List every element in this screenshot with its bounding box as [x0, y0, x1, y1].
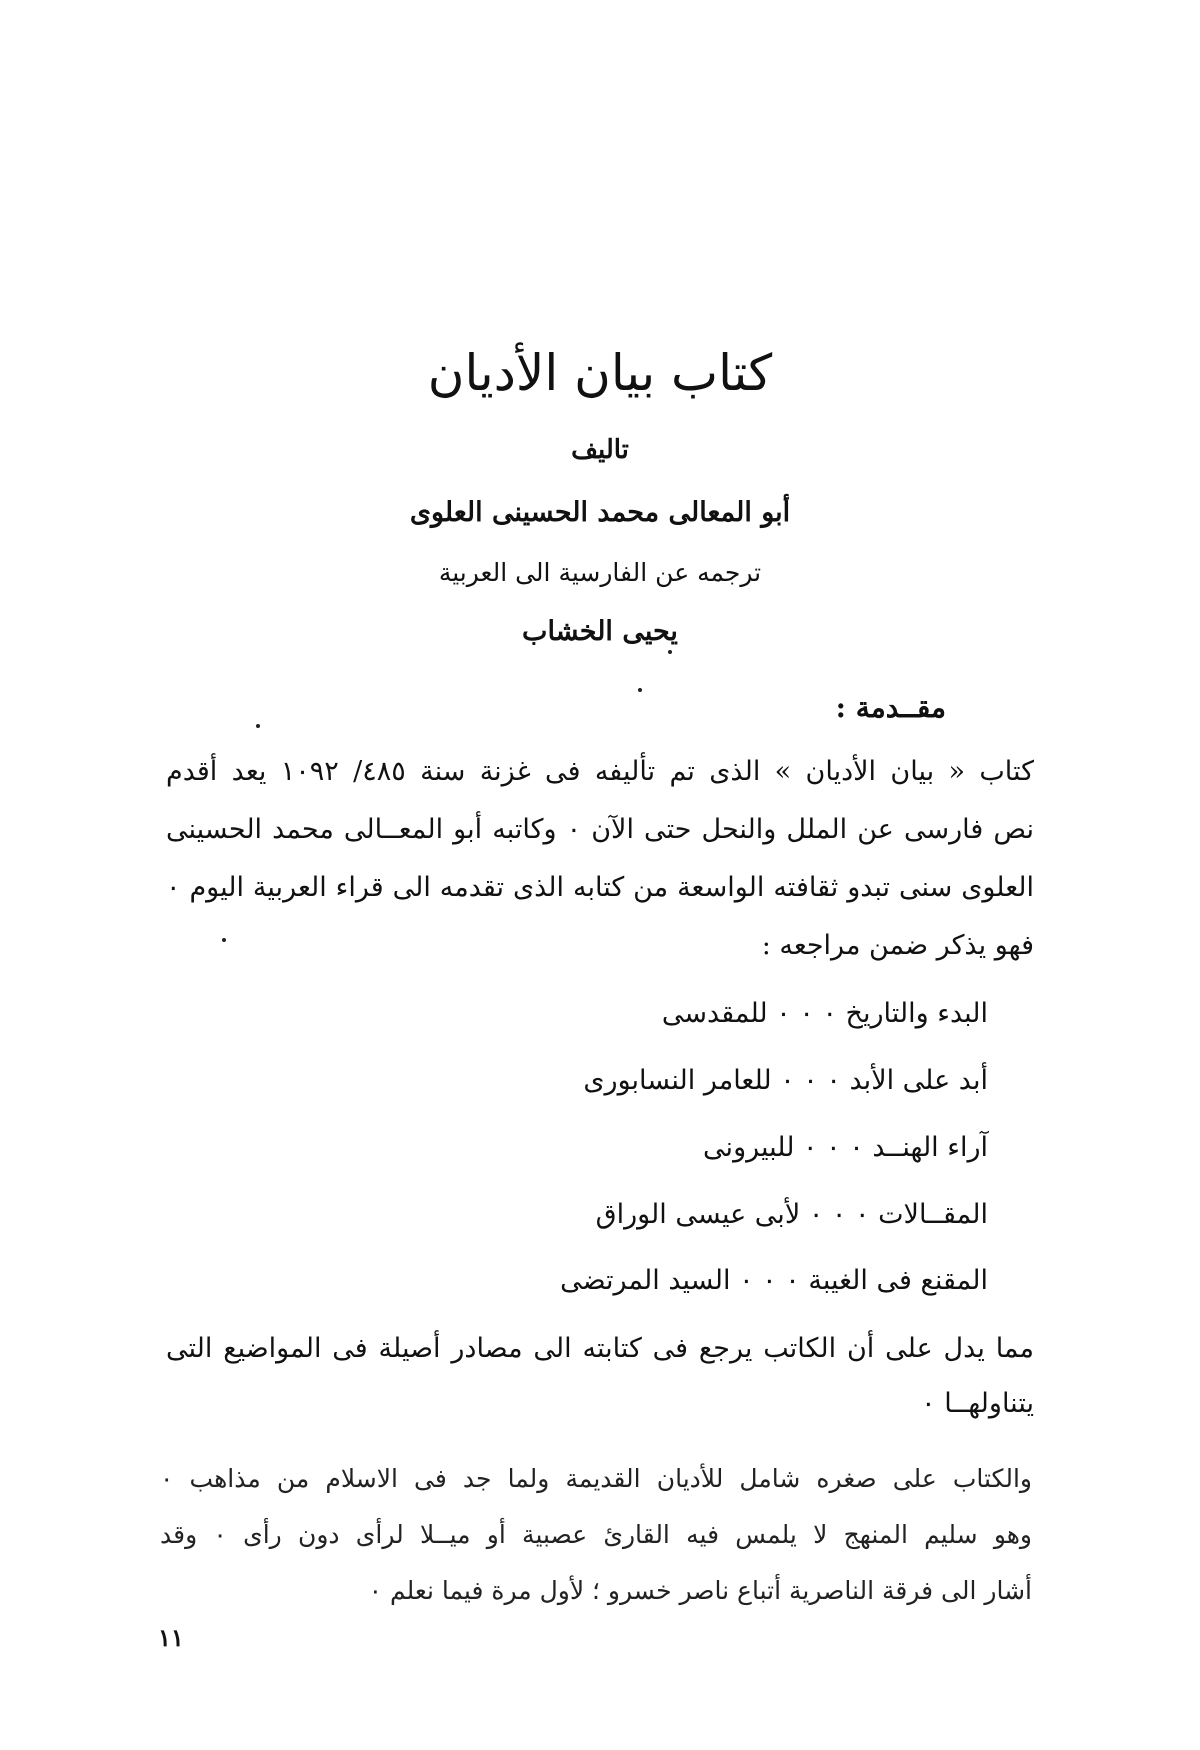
translated-label: ترجمه عن الفارسية الى العربية [438, 558, 762, 587]
conclusion-line-1: مما يدل على أن الكاتب يرجع فى كتابته الى مصادر أصيلة فى المواضيع التى [166, 1333, 1034, 1364]
paragraph2-line-2: وهو سليم المنهج لا يلمس فيه القارئ عصبية أو ميــلا لرأى دون رأى ٠ وقد [160, 1520, 1032, 1549]
by-label: تاليف [571, 435, 629, 465]
reference-item-3: آراء الهنــد ٠ ٠ ٠ للبيرونى [703, 1132, 988, 1163]
reference-item-2: أبد على الأبد ٠ ٠ ٠ للعامر النسابورى [583, 1065, 988, 1096]
paragraph2-line-3: أشار الى فرقة الناصرية أتباع ناصر خسرو ؛ لأول مرة فيما نعلم ٠ [368, 1576, 1032, 1605]
conclusion-line-2: يتناولهــا ٠ [921, 1388, 1034, 1419]
reference-item-1: البدء والتاريخ ٠ ٠ ٠ للمقدسى [661, 998, 988, 1029]
intro-line-3: العلوى سنى تبدو ثقافته الواسعة من كتابه الذى تقدمه الى قراء العربية اليوم ٠ [166, 872, 1034, 903]
ink-speck [668, 650, 672, 654]
intro-line-2: نص فارسى عن الملل والنحل حتى الآن ٠ وكاتبه أبو المعــالى محمد الحسينى [166, 814, 1034, 845]
page-number: ١١ [158, 1623, 184, 1652]
intro-heading: مقــدمة : [835, 691, 946, 724]
book-title: كتاب بيان الأديان [427, 344, 773, 402]
reference-item-4: المقــالات ٠ ٠ ٠ لأبى عيسى الوراق [595, 1199, 988, 1230]
ink-speck [222, 938, 226, 942]
intro-line-4: فهو يذكر ضمن مراجعه : [761, 930, 1034, 961]
ink-speck [638, 688, 642, 692]
translator-name: يحيى الخشاب [522, 616, 678, 647]
reference-item-5: المقنع فى الغيبة ٠ ٠ ٠ السيد المرتضى [560, 1265, 988, 1296]
ink-speck [256, 724, 260, 728]
paragraph2-line-1: والكتاب على صغره شامل للأديان القديمة ولما جد فى الاسلام من مذاهب ٠ [160, 1464, 1032, 1493]
intro-line-1: كتاب « بيان الأديان » الذى تم تأليفه فى غزنة سنة ٤٨٥/ ١٠٩٢ يعد أقدم [166, 756, 1034, 787]
author-name: أبو المعالى محمد الحسينى العلوى [409, 497, 791, 528]
